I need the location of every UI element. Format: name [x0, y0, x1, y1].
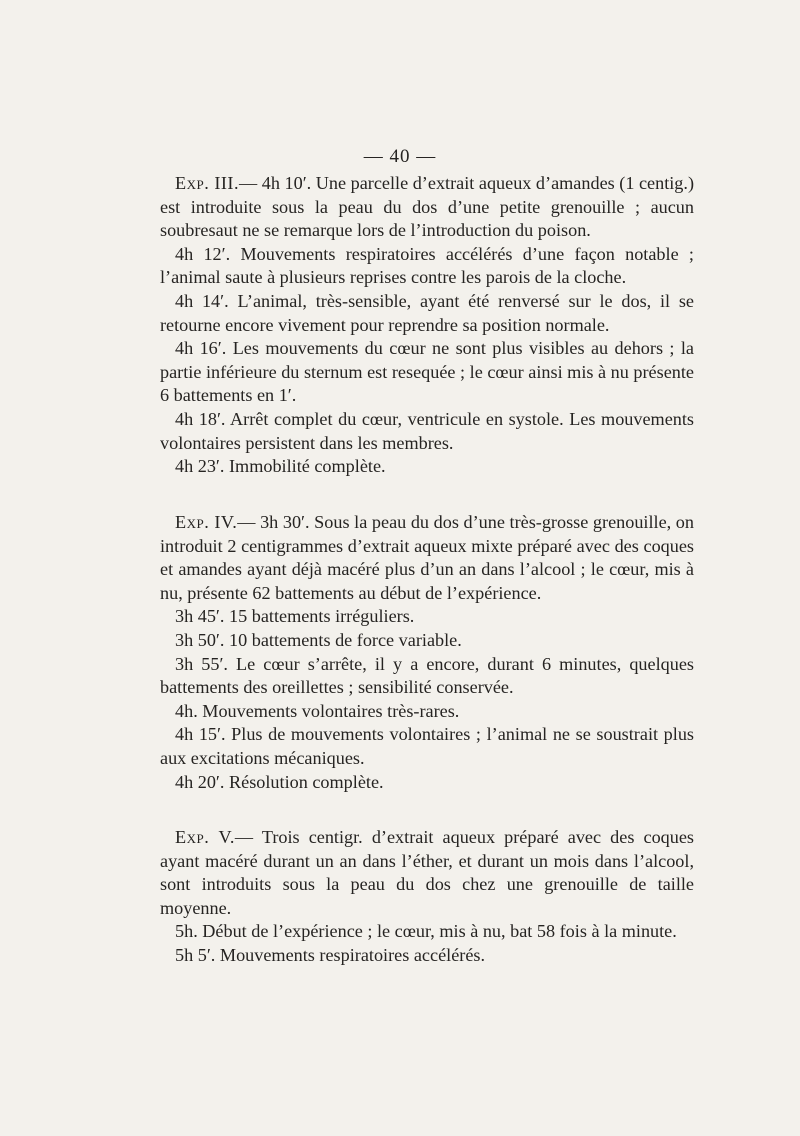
paragraph: [160, 511, 694, 605]
paragraph: 4h. Mouvements volontaires très-rares.: [175, 700, 460, 721]
paragraph-text: — Trois centigr. d’extrait aqueux préparé avec des coques ayant macéré durant un an dans l’éther, et durant un mois dans l’alcool, sont introduits sous la peau du dos chez une grenouille de taille moyenne.: [160, 827, 695, 918]
paragraph: 5h. Début de l’expérience ; le cœur, mis à nu, bat 58 fois à la minute.: [175, 921, 677, 942]
experiment-label: Exp. III.: [175, 173, 240, 193]
paragraph: 4h 16′. Les mouvements du cœur ne sont plus visibles au dehors ; la partie inférieure du sternum est resequée ; le cœur ainsi mis à nu présente 6 battements en 1′.: [160, 338, 694, 406]
paragraph: [160, 826, 694, 920]
paragraph: 3h 55′. Le cœur s’arrête, il y a encore, durant 6 minutes, quelques battements des oreillettes ; sensibilité conservée.: [160, 653, 694, 698]
experiment-label: Exp. IV.: [175, 512, 238, 532]
paragraph: [160, 172, 694, 243]
experiment-5: [160, 826, 694, 968]
page-number: — 40 —: [363, 146, 437, 167]
paragraph-text: — 3h 30′. Sous la peau du dos d’une très-grosse grenouille, on introduit 2 centigrammes d’extrait aqueux mixte préparé avec des coques et amandes ayant déjà macéré plus d’un an dans l’alcool ; le cœur, mis à nu, présente 62 battements au début de l’expérience.: [160, 512, 694, 603]
experiment-4: [160, 511, 694, 794]
paragraph: 3h 50′. 10 battements de force variable.: [175, 629, 462, 650]
paragraph: 4h 12′. Mouvements respiratoires accélérés d’une façon notable ; l’animal saute à plusieurs reprises contre les parois de la cloche.: [160, 243, 694, 288]
paragraph: 4h 20′. Résolution complète.: [175, 771, 384, 792]
paragraph: 4h 15′. Plus de mouvements volontaires ; l’animal ne se soustrait plus aux excitations mécaniques.: [160, 724, 694, 768]
paragraph: 5h 5′. Mouvements respiratoires accélérés.: [175, 944, 486, 965]
paragraph: 3h 45′. 15 battements irréguliers.: [175, 606, 415, 627]
experiment-3: [160, 172, 694, 479]
paragraph: 4h 23′. Immobilité complète.: [175, 456, 386, 477]
paragraph-text: — 4h 10′. Une parcelle d’extrait aqueux d’amandes (1 centig.) est introduite sous la peau du dos d’une petite grenouille ; aucun soubresaut ne se remarque lors de l’introduction du poison.: [160, 173, 695, 241]
experiment-label: Exp. V.: [175, 827, 235, 847]
paragraph: 4h 18′. Arrêt complet du cœur, ventricule en systole. Les mouvements volontaires persistent dans les membres.: [160, 408, 694, 453]
paragraph: 4h 14′. L’animal, très-sensible, ayant été renversé sur le dos, il se retourne encore vivement pour reprendre sa position normale.: [160, 290, 694, 335]
